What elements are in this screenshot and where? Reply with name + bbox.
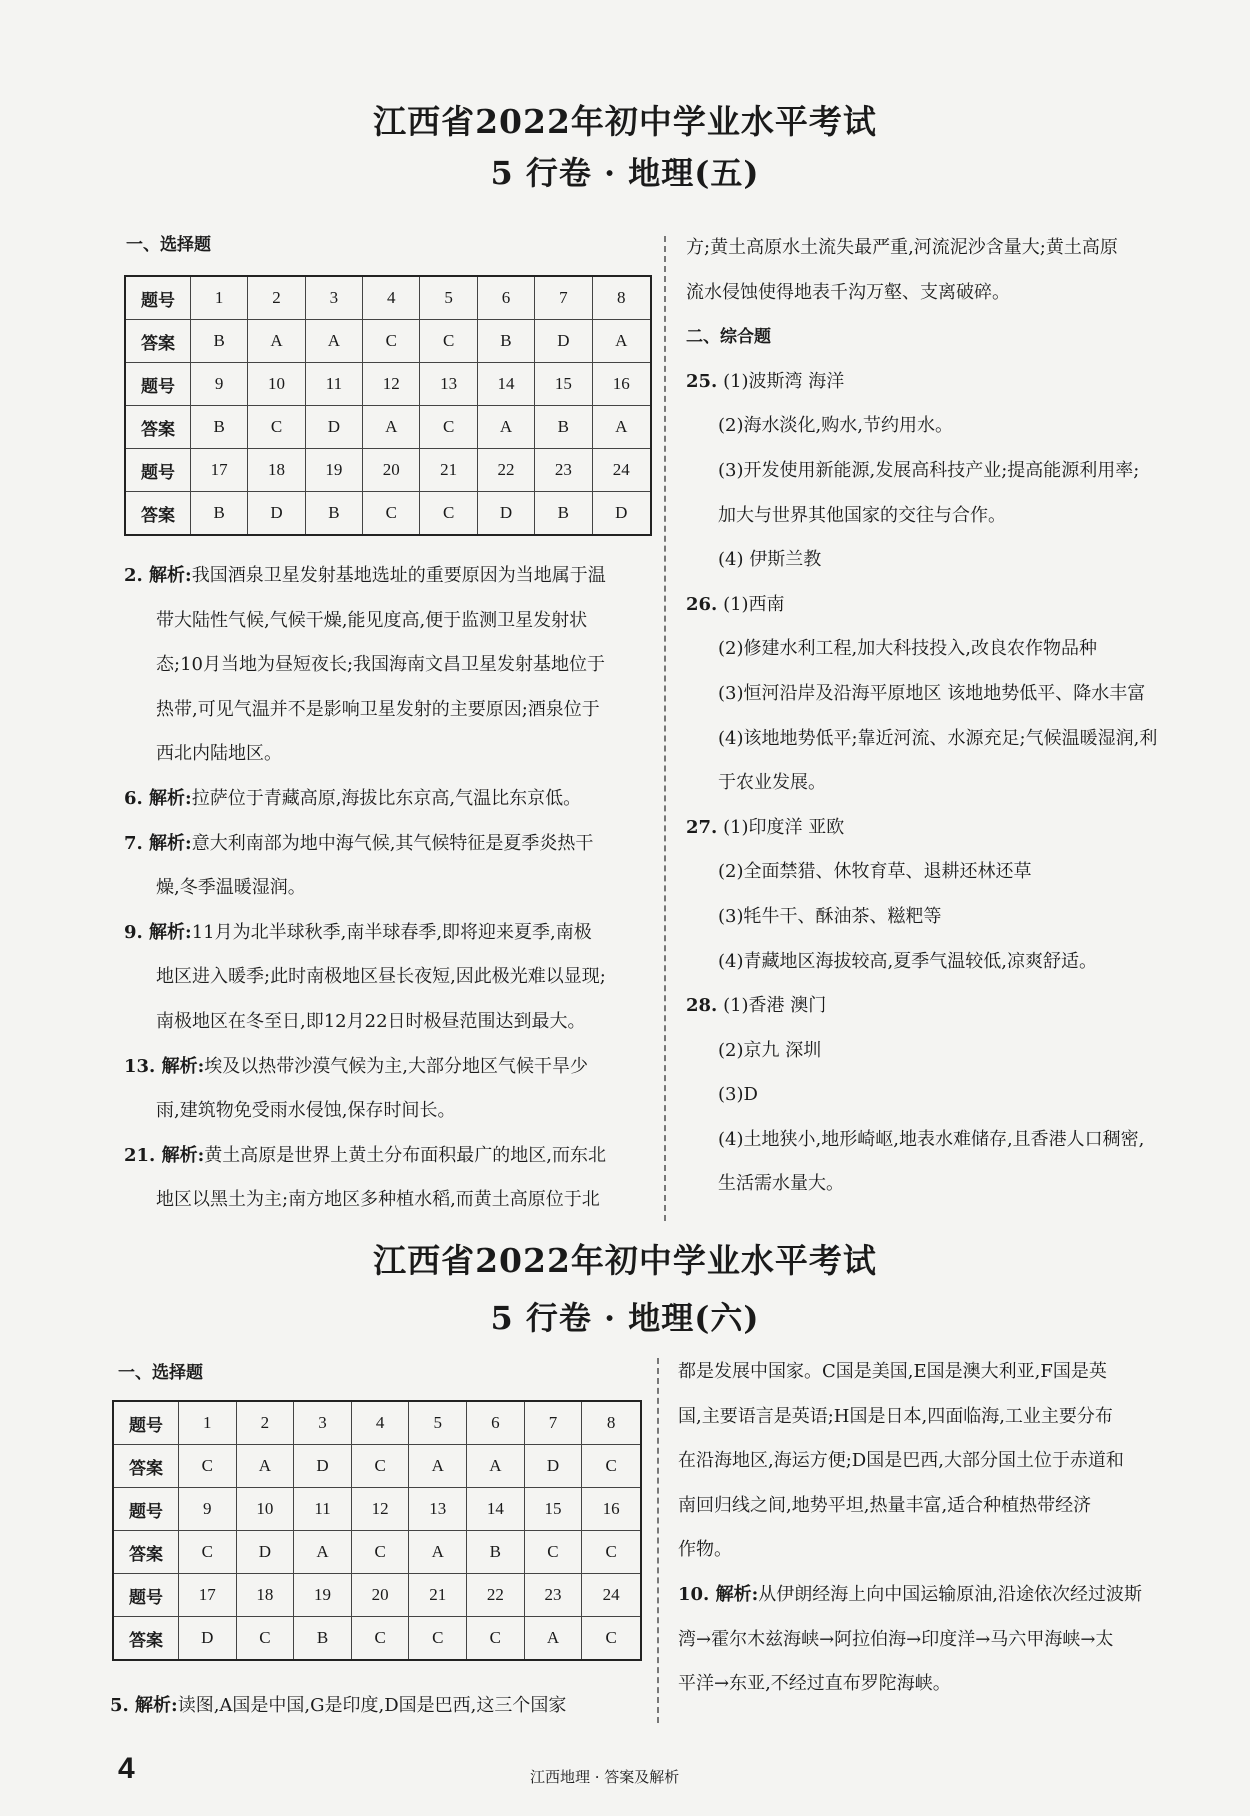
- table-cell: D: [305, 406, 362, 449]
- table-cell: A: [477, 406, 534, 449]
- table-cell: 24: [592, 449, 651, 492]
- answer-text: (2)京九 深圳: [718, 1039, 822, 1061]
- question-number: 13. 解析:: [124, 1055, 205, 1077]
- table-cell: A: [467, 1445, 525, 1488]
- column-divider: [664, 236, 666, 1221]
- question-number: 26.: [686, 593, 718, 615]
- answer-line: [686, 1162, 1216, 1207]
- question-number: 6. 解析:: [124, 787, 192, 809]
- answer-line: [686, 583, 1216, 628]
- answer-text: 湾→霍尔木兹海峡→阿拉伯海→印度洋→马六甲海峡→太: [678, 1628, 1114, 1650]
- answer-text: 流水侵蚀使得地表千沟万壑、支离破碎。: [686, 281, 1010, 303]
- answer-line: [686, 1073, 1216, 1118]
- table-cell: D: [592, 492, 651, 536]
- table-cell: 11: [294, 1488, 352, 1531]
- table-cell: A: [305, 320, 362, 363]
- table-row-header: 题号: [125, 363, 191, 406]
- answer-line: [678, 1573, 1218, 1618]
- table-cell: C: [179, 1531, 237, 1574]
- table-cell: 6: [477, 276, 534, 320]
- answer-text: 平洋→东亚,不经过直布罗陀海峡。: [678, 1673, 951, 1695]
- table-cell: D: [179, 1617, 237, 1661]
- table-cell: 12: [363, 363, 420, 406]
- answer-line: [686, 1029, 1216, 1074]
- table-cell: 2: [236, 1401, 294, 1445]
- table-row: [125, 406, 651, 449]
- table-row: [113, 1445, 641, 1488]
- answer-text: (2)全面禁猎、休牧育草、退耕还林还草: [718, 861, 1032, 883]
- answer-text: (3)恒河沿岸及沿海平原地区 该地地势低平、降水丰富: [718, 682, 1146, 704]
- table-cell: 17: [191, 449, 248, 492]
- table-cell: 9: [179, 1488, 237, 1531]
- answer-text: 南极地区在冬至日,即12月22日时极昼范围达到最大。: [156, 1010, 586, 1032]
- answer-line: [686, 627, 1216, 672]
- answer-text: (4)青藏地区海拔较高,夏季气温较低,凉爽舒适。: [718, 950, 1097, 972]
- table-cell: 18: [236, 1574, 294, 1617]
- answer-line: [124, 866, 660, 911]
- table-cell: 5: [420, 276, 477, 320]
- table-cell: C: [351, 1617, 409, 1661]
- table-cell: 8: [592, 276, 651, 320]
- answer-text: (3)开发使用新能源,发展高科技产业;提高能源利用率;: [718, 459, 1140, 481]
- table-cell: 10: [248, 363, 305, 406]
- table-cell: C: [351, 1445, 409, 1488]
- footer-text: 江西地理 · 答案及解析: [530, 1768, 680, 1786]
- answer-text: 热带,可见气温并不是影响卫星发射的主要原因;酒泉位于: [156, 698, 600, 720]
- table-row-header: 答案: [113, 1445, 179, 1488]
- table-row-header: 答案: [125, 492, 191, 536]
- table-cell: 21: [409, 1574, 467, 1617]
- table-cell: 2: [248, 276, 305, 320]
- table-row: [125, 492, 651, 536]
- answer-line: [124, 1089, 660, 1134]
- answer-line: [686, 494, 1216, 539]
- table-cell: 10: [236, 1488, 294, 1531]
- answer-line: [124, 777, 660, 822]
- answer-line: [124, 554, 660, 599]
- answer-text: 于农业发展。: [718, 772, 826, 794]
- answer-text: 燥,冬季温暖湿润。: [156, 877, 306, 899]
- table-row-header: 答案: [113, 1531, 179, 1574]
- table-cell: 15: [524, 1488, 582, 1531]
- exam2-title: 江西省2022年初中学业水平考试: [373, 1241, 877, 1280]
- answer-text: 作物。: [678, 1539, 732, 1561]
- table-row: [113, 1488, 641, 1531]
- question-number: 21. 解析:: [124, 1144, 205, 1166]
- question-number: 28.: [686, 995, 718, 1017]
- answer-text: (1)香港 澳门: [723, 995, 827, 1017]
- answer-line: [686, 717, 1216, 762]
- answer-line: [686, 806, 1216, 851]
- table-cell: A: [248, 320, 305, 363]
- answer-text: 西北内陆地区。: [156, 743, 282, 765]
- answer-line: [686, 1118, 1216, 1163]
- answer-line: [686, 761, 1216, 806]
- exam1-right-column: [686, 226, 1216, 1207]
- answer-line: [110, 1684, 650, 1729]
- table-cell: C: [582, 1617, 641, 1661]
- table-cell: 11: [305, 363, 362, 406]
- answer-line: [124, 1000, 660, 1045]
- table-cell: 19: [305, 449, 362, 492]
- table-cell: C: [582, 1531, 641, 1574]
- table-cell: 15: [535, 363, 592, 406]
- answer-line: [124, 1178, 660, 1223]
- table-cell: B: [467, 1531, 525, 1574]
- table-cell: D: [294, 1445, 352, 1488]
- table-cell: C: [467, 1617, 525, 1661]
- table-row: [113, 1531, 641, 1574]
- table-cell: B: [191, 406, 248, 449]
- column-divider-2: [657, 1358, 659, 1723]
- table-cell: 23: [535, 449, 592, 492]
- answer-line: [678, 1395, 1218, 1440]
- table-cell: A: [363, 406, 420, 449]
- answer-text: 11月为北半球秋季,南半球春季,即将迎来夏季,南极: [191, 921, 592, 943]
- exam1-subtitle: 5 行卷 · 地理(五): [490, 154, 760, 192]
- table-cell: B: [305, 492, 362, 536]
- table-cell: B: [191, 320, 248, 363]
- answer-text: 拉萨位于青藏高原,海拔比东京高,气温比东京低。: [191, 787, 582, 809]
- answer-line: [124, 822, 660, 867]
- table-cell: A: [592, 320, 651, 363]
- table-cell: C: [420, 320, 477, 363]
- answer-text: 地区进入暖季;此时南极地区昼长夜短,因此极光难以显现;: [156, 966, 606, 988]
- answer-text: 意大利南部为地中海气候,其气候特征是夏季炎热干: [191, 832, 594, 854]
- table-cell: 3: [305, 276, 362, 320]
- answer-text: (3)牦牛干、酥油茶、糍粑等: [718, 905, 942, 927]
- table-row: [125, 276, 651, 320]
- table-cell: 13: [420, 363, 477, 406]
- table-cell: D: [236, 1531, 294, 1574]
- question-number: 10. 解析:: [678, 1583, 759, 1605]
- answer-text: 态;10月当地为昼短夜长;我国海南文昌卫星发射基地位于: [156, 654, 606, 676]
- question-number: 2. 解析:: [124, 565, 192, 586]
- table-cell: C: [363, 492, 420, 536]
- answer-line: [686, 271, 1216, 316]
- table-cell: 22: [477, 449, 534, 492]
- table-cell: 8: [582, 1401, 641, 1445]
- table-cell: C: [351, 1531, 409, 1574]
- table-cell: 4: [363, 276, 420, 320]
- table-cell: 18: [248, 449, 305, 492]
- table-cell: C: [179, 1445, 237, 1488]
- table-cell: 7: [535, 276, 592, 320]
- answer-line: [124, 1134, 660, 1179]
- question-number: 27.: [686, 816, 718, 838]
- answer-line: [678, 1528, 1218, 1573]
- table-cell: 16: [582, 1488, 641, 1531]
- table-cell: B: [477, 320, 534, 363]
- question-number: 5. 解析:: [110, 1695, 178, 1716]
- table-row-header: 题号: [113, 1401, 179, 1445]
- table-cell: C: [420, 406, 477, 449]
- answer-text: (2)海水淡化,购水,节约用水。: [718, 415, 953, 437]
- table-row-header: 题号: [125, 449, 191, 492]
- exam1-title: 江西省2022年初中学业水平考试: [373, 102, 877, 141]
- answer-line: [124, 911, 660, 956]
- table-cell: D: [524, 1445, 582, 1488]
- table-cell: A: [236, 1445, 294, 1488]
- answer-text: (4)土地狭小,地形崎岖,地表水难储存,且香港人口稠密,: [718, 1128, 1145, 1150]
- table-cell: A: [294, 1531, 352, 1574]
- answer-text: (4) 伊斯兰教: [718, 549, 822, 571]
- table-cell: D: [248, 492, 305, 536]
- answer-text: (1)印度洋 亚欧: [723, 816, 845, 838]
- question-number: 9. 解析:: [124, 921, 192, 943]
- table-row: [113, 1401, 641, 1445]
- table-cell: C: [236, 1617, 294, 1661]
- table-row-header: 答案: [125, 320, 191, 363]
- table-cell: 17: [179, 1574, 237, 1617]
- table-cell: C: [248, 406, 305, 449]
- exam2-right-column: [678, 1350, 1218, 1707]
- table-cell: 5: [409, 1401, 467, 1445]
- answer-line: [678, 1484, 1218, 1529]
- section-heading: 二、综合题: [686, 327, 771, 348]
- table-cell: 24: [582, 1574, 641, 1617]
- question-number: 25.: [686, 370, 718, 392]
- answer-text: 加大与世界其他国家的交往与合作。: [718, 504, 1006, 526]
- answer-line: [124, 643, 660, 688]
- table-cell: 9: [191, 363, 248, 406]
- table-cell: 21: [420, 449, 477, 492]
- table-cell: A: [524, 1617, 582, 1661]
- answer-line: [686, 895, 1216, 940]
- answer-line: [686, 404, 1216, 449]
- table-row: [125, 363, 651, 406]
- table-cell: 12: [351, 1488, 409, 1531]
- answer-text: 黄土高原是世界上黄土分布面积最广的地区,而东北: [204, 1144, 606, 1166]
- table-row-header: 答案: [113, 1617, 179, 1661]
- answer-line: [124, 1045, 660, 1090]
- table-row-header: 题号: [113, 1488, 179, 1531]
- answer-line: [686, 226, 1216, 271]
- table-cell: A: [592, 406, 651, 449]
- table-cell: 3: [294, 1401, 352, 1445]
- table-cell: 20: [351, 1574, 409, 1617]
- table-row: [113, 1574, 641, 1617]
- answer-line: [678, 1662, 1218, 1707]
- table-cell: 6: [467, 1401, 525, 1445]
- table-cell: B: [191, 492, 248, 536]
- table-cell: 14: [467, 1488, 525, 1531]
- table-cell: A: [409, 1445, 467, 1488]
- answer-text: 地区以黑土为主;南方地区多种植水稻,而黄土高原位于北: [156, 1189, 600, 1211]
- answer-line: [686, 538, 1216, 583]
- answer-text: 国,主要语言是英语;H国是日本,四面临海,工业主要分布: [678, 1405, 1113, 1427]
- answer-text: 南回归线之间,地势平坦,热量丰富,适合种植热带经济: [678, 1494, 1092, 1516]
- answer-line: [686, 984, 1216, 1029]
- exam2-section-choice: 一、选择题: [118, 1363, 203, 1383]
- answer-line: [678, 1439, 1218, 1484]
- page-number: 4: [118, 1752, 135, 1785]
- table-cell: 23: [524, 1574, 582, 1617]
- exam2-answer-table: [112, 1400, 642, 1661]
- table-cell: 4: [351, 1401, 409, 1445]
- table-cell: A: [409, 1531, 467, 1574]
- question-number: 7. 解析:: [124, 832, 192, 854]
- answer-line: [686, 449, 1216, 494]
- exam2-left-column: [110, 1684, 650, 1729]
- answer-text: 在沿海地区,海运方便;D国是巴西,大部分国土位于赤道和: [678, 1450, 1124, 1472]
- table-cell: 1: [179, 1401, 237, 1445]
- answer-line: [686, 672, 1216, 717]
- table-cell: 22: [467, 1574, 525, 1617]
- table-cell: 19: [294, 1574, 352, 1617]
- table-cell: C: [582, 1445, 641, 1488]
- answer-text: (4)该地地势低平;靠近河流、水源充足;气候温暖湿润,利: [718, 727, 1158, 749]
- table-row: [125, 449, 651, 492]
- answer-text: 带大陆性气候,气候干燥,能见度高,便于监测卫星发射状: [156, 609, 588, 631]
- answer-text: 读图,A国是中国,G是印度,D国是巴西,这三个国家: [177, 1695, 567, 1716]
- answer-line: [686, 850, 1216, 895]
- answer-text: (1)西南: [723, 593, 785, 615]
- table-row: [113, 1617, 641, 1661]
- table-cell: 20: [363, 449, 420, 492]
- answer-line: [124, 955, 660, 1000]
- answer-text: (1)波斯湾 海洋: [723, 370, 845, 392]
- table-cell: B: [294, 1617, 352, 1661]
- table-cell: 13: [409, 1488, 467, 1531]
- answer-line: [686, 360, 1216, 405]
- answer-text: 都是发展中国家。C国是美国,E国是澳大利亚,F国是英: [678, 1361, 1107, 1382]
- table-cell: 1: [191, 276, 248, 320]
- table-cell: B: [535, 492, 592, 536]
- answer-line: [124, 732, 660, 777]
- answer-line: [124, 599, 660, 644]
- table-cell: B: [535, 406, 592, 449]
- table-cell: C: [420, 492, 477, 536]
- exam1-answer-table: [124, 275, 652, 536]
- exam2-subtitle: 5 行卷 · 地理(六): [490, 1299, 760, 1337]
- answer-text: (3)D: [718, 1084, 758, 1106]
- table-cell: 14: [477, 363, 534, 406]
- table-cell: C: [524, 1531, 582, 1574]
- answer-text: 从伊朗经海上向中国运输原油,沿途依次经过波斯: [758, 1583, 1142, 1605]
- table-cell: C: [363, 320, 420, 363]
- table-cell: 7: [524, 1401, 582, 1445]
- answer-text: 方;黄土高原水土流失最严重,河流泥沙含量大;黄土高原: [686, 237, 1118, 258]
- answer-text: 雨,建筑物免受雨水侵蚀,保存时间长。: [156, 1100, 456, 1122]
- table-row-header: 题号: [113, 1574, 179, 1617]
- answer-text: (2)修建水利工程,加大科技投入,改良农作物品种: [718, 638, 1097, 660]
- table-row: [125, 320, 651, 363]
- answer-line: [678, 1618, 1218, 1663]
- exam1-left-column: [124, 554, 660, 1223]
- exam1-section-choice: 一、选择题: [126, 235, 211, 255]
- answer-text: 我国酒泉卫星发射基地选址的重要原因为当地属于温: [191, 565, 606, 586]
- table-cell: D: [535, 320, 592, 363]
- answer-line: [678, 1350, 1218, 1395]
- answer-text: 埃及以热带沙漠气候为主,大部分地区气候干旱少: [204, 1055, 588, 1077]
- table-cell: C: [409, 1617, 467, 1661]
- answer-line: [124, 688, 660, 733]
- answer-text: 生活需水量大。: [718, 1173, 844, 1195]
- table-cell: 16: [592, 363, 651, 406]
- answer-line: [686, 940, 1216, 985]
- table-row-header: 题号: [125, 276, 191, 320]
- table-row-header: 答案: [125, 406, 191, 449]
- table-cell: D: [477, 492, 534, 536]
